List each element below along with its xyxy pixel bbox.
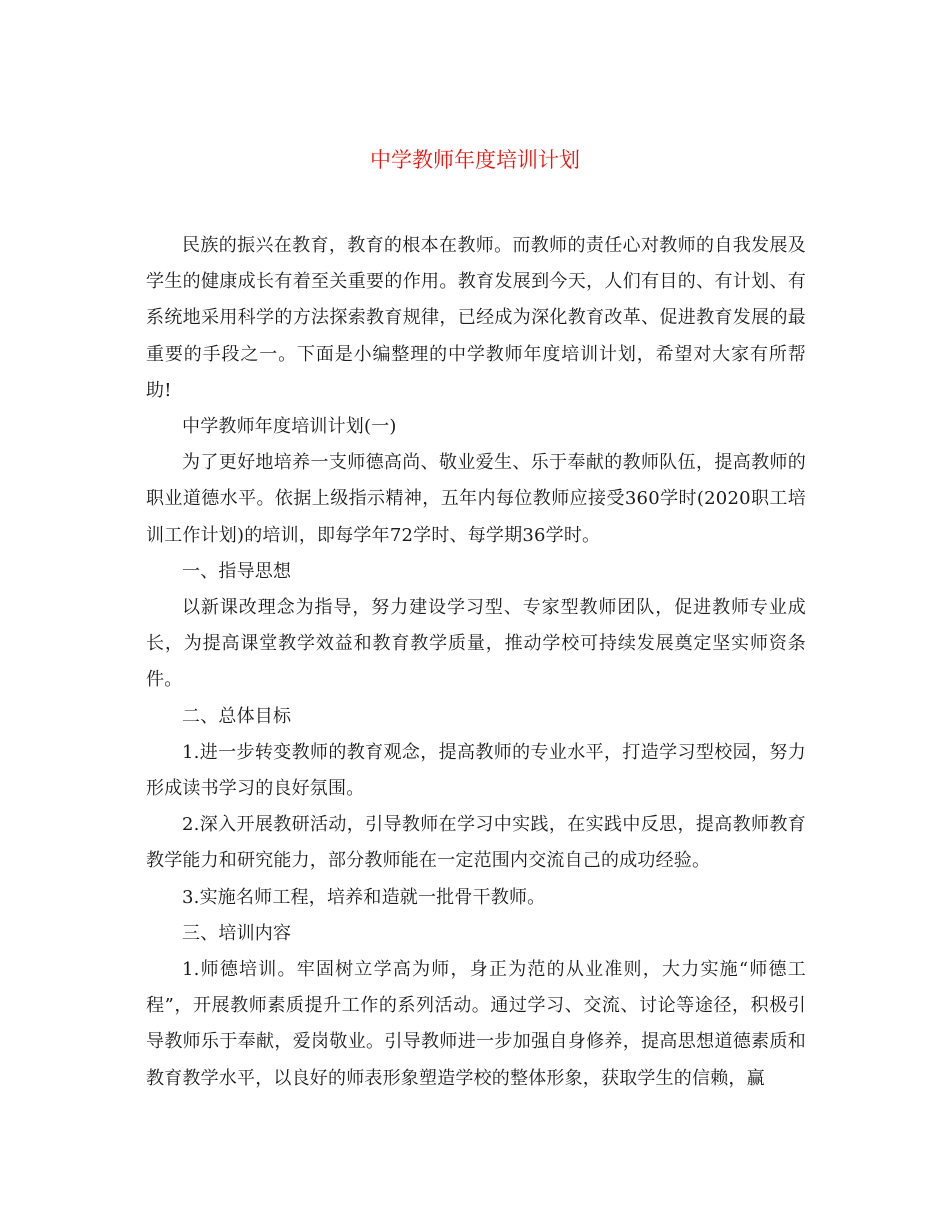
paragraph-content-1: 1.师德培训。牢固树立学高为师，身正为范的从业准则，大力实施“师德工程”，开展教师素质提升工作的系列活动。通过学习、交流、讨论等途径，积极引导教师乐于奉献，爱岗敬业。引导教师进一步加强自身修养，提高思想道德素质和教育教学水平，以良好的师表形象塑造学校的整体形象，获取学生的信赖，赢 [146, 959, 806, 1089]
paragraph-goal-1: 1.进一步转变教师的教育观念，提高教师的专业水平，打造学习型校园，努力形成读书学习的良好氛围。 [146, 741, 806, 800]
document-body [146, 228, 806, 1097]
paragraph-plan-one: 为了更好地培养一支师德高尚、敬业爱生、乐于奉献的教师队伍，提高教师的职业道德水平。依据上级指示精神，五年内每位教师应接受360学时(2020职工培训工作计划)的培训，即每学年72学时、每学期36学时。 [146, 452, 806, 546]
section-heading-plan-one: 中学教师年度培训计划(一) [182, 416, 397, 438]
paragraph-goal-3: 3.实施名师工程，培养和造就一批骨干教师。 [182, 886, 546, 908]
paragraph-guiding-thought: 以新课改理念为指导，努力建设学习型、专家型教师团队，促进教师专业成长，为提高课堂教学效益和教育教学质量，推动学校可持续发展奠定坚实师资条件。 [146, 597, 806, 691]
section-heading-training-content: 三、培训内容 [182, 922, 292, 944]
paragraph-intro: 民族的振兴在教育，教育的根本在教师。而教师的责任心对教师的自我发展及学生的健康成长有着至关重要的作用。教育发展到今天，人们有目的、有计划、有系统地采用科学的方法探索教育规律，已经成为深化教育改革、促进教育发展的最重要的手段之一。下面是小编整理的中学教师年度培训计划，希望对大家有所帮助! [146, 235, 806, 401]
document-title: 中学教师年度培训计划 [370, 148, 580, 172]
section-heading-overall-goals: 二、总体目标 [182, 705, 292, 727]
section-heading-guiding-thought: 一、指导思想 [182, 560, 292, 582]
paragraph-goal-2: 2.深入开展教研活动，引导教师在学习中实践，在实践中反思，提高教师教育教学能力和研究能力，部分教师能在一定范围内交流自己的成功经验。 [146, 814, 806, 872]
